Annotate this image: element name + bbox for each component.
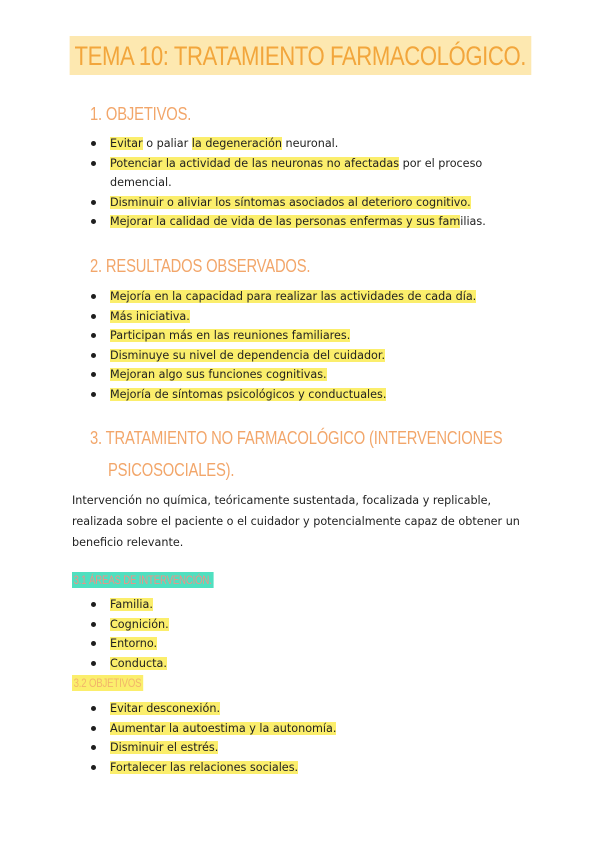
highlight-text: Entorno. [110, 637, 158, 650]
bullet-icon [91, 333, 96, 338]
highlight-text: Potenciar la actividad de las neuronas no afectadas [110, 156, 400, 170]
bullet-icon [91, 219, 96, 224]
section-1-list [0, 134, 486, 232]
bullet-icon [91, 294, 96, 299]
list-item [0, 134, 486, 154]
subsection-3-2-list [0, 699, 336, 777]
bullet-icon [91, 745, 96, 750]
highlight-text: Aumentar la autoestima y la autonomía. [110, 721, 337, 735]
list-item [0, 307, 476, 327]
highlight-text: Más iniciativa. [110, 309, 190, 323]
highlight-text: Conducta. [110, 656, 167, 670]
bullet-icon [91, 726, 96, 731]
bullet-icon [91, 706, 96, 711]
list-item-continuation [0, 173, 486, 193]
highlight-text: Disminuir o aliviar los síntomas asociados al deterioro cognitivo. [110, 195, 471, 209]
section-2-heading: 2. RESULTADOS OBSERVADOS. [90, 256, 311, 276]
highlight-text: Disminuye su nivel de dependencia del cuidador. [110, 348, 386, 362]
paragraph-line: realizada sobre el paciente o el cuidador y potencialmente capaz de obtener un [72, 515, 520, 528]
text: ilias. [460, 215, 486, 228]
list-item [0, 193, 486, 213]
paragraph-line: beneficio relevante. [72, 536, 184, 549]
paragraph-line: Intervención no química, teóricamente sustentada, focalizada y replicable, [72, 494, 492, 507]
section-1-heading: 1. OBJETIVOS. [90, 104, 192, 124]
list-item [0, 634, 169, 654]
subsection-3-1-heading: 3.1 ÁREAS DE INTERVENCIÓN. [73, 573, 212, 587]
highlight-text: Mejoría en la capacidad para realizar las actividades de cada día. [110, 290, 477, 303]
highlight-text: Cognición. [110, 617, 169, 631]
highlight-text: Participan más en las reuniones familiares. [110, 329, 351, 342]
bullet-icon [91, 141, 96, 146]
highlight-text: Mejoran algo sus funciones cognitivas. [110, 368, 327, 381]
list-item [0, 595, 169, 615]
bullet-icon [91, 353, 96, 358]
highlight-text: Fortalecer las relaciones sociales. [110, 760, 299, 774]
list-item [0, 719, 336, 739]
bullet-icon [91, 661, 96, 666]
list-item [0, 615, 169, 635]
page-title: TEMA 10: TRATAMIENTO FARMACOLÓGICO. [69, 36, 530, 75]
list-item [0, 365, 476, 385]
highlight-text: Mejoría de síntomas psicológicos y conductuales. [110, 387, 387, 401]
highlight-text: Disminuir el estrés. [110, 741, 219, 754]
list-item [0, 738, 336, 758]
bullet-icon [91, 392, 96, 397]
list-item [0, 758, 336, 778]
list-item [0, 654, 169, 674]
highlight-text: Evitar [110, 137, 143, 150]
highlight-text: la degeneración [191, 137, 282, 150]
list-item [0, 326, 476, 346]
section-3-paragraph [72, 490, 542, 553]
subsection-3-1-list [0, 595, 169, 673]
text: neuronal. [281, 137, 339, 150]
list-item [0, 287, 476, 307]
highlight-text: Mejorar la calidad de vida de las personas enfermas y sus fam [110, 215, 461, 228]
title-wrap [0, 36, 600, 75]
subsection-3-2-heading: 3.2 OBJETIVOS [73, 676, 142, 690]
highlight-text: Familia. [110, 598, 153, 611]
list-item [0, 385, 476, 405]
list-item [0, 212, 486, 232]
bullet-icon [91, 765, 96, 770]
text: por el proceso [399, 156, 483, 170]
section-3-heading-line2: PSICOSOCIALES). [108, 460, 235, 480]
bullet-icon [91, 200, 96, 205]
section-2-list [0, 287, 476, 404]
text: demencial. [110, 176, 172, 189]
bullet-icon [91, 372, 96, 377]
bullet-icon [91, 314, 96, 319]
list-item [0, 699, 336, 719]
list-item [0, 154, 486, 174]
bullet-icon [91, 641, 96, 646]
highlight-text: Evitar desconexión. [110, 702, 221, 715]
list-item [0, 346, 476, 366]
text: o paliar [142, 137, 192, 150]
section-3-heading-line1: 3. TRATAMIENTO NO FARMACOLÓGICO (INTERVENCIONES [90, 428, 503, 448]
bullet-icon [91, 602, 96, 607]
bullet-icon [91, 622, 96, 627]
bullet-icon [91, 161, 96, 166]
